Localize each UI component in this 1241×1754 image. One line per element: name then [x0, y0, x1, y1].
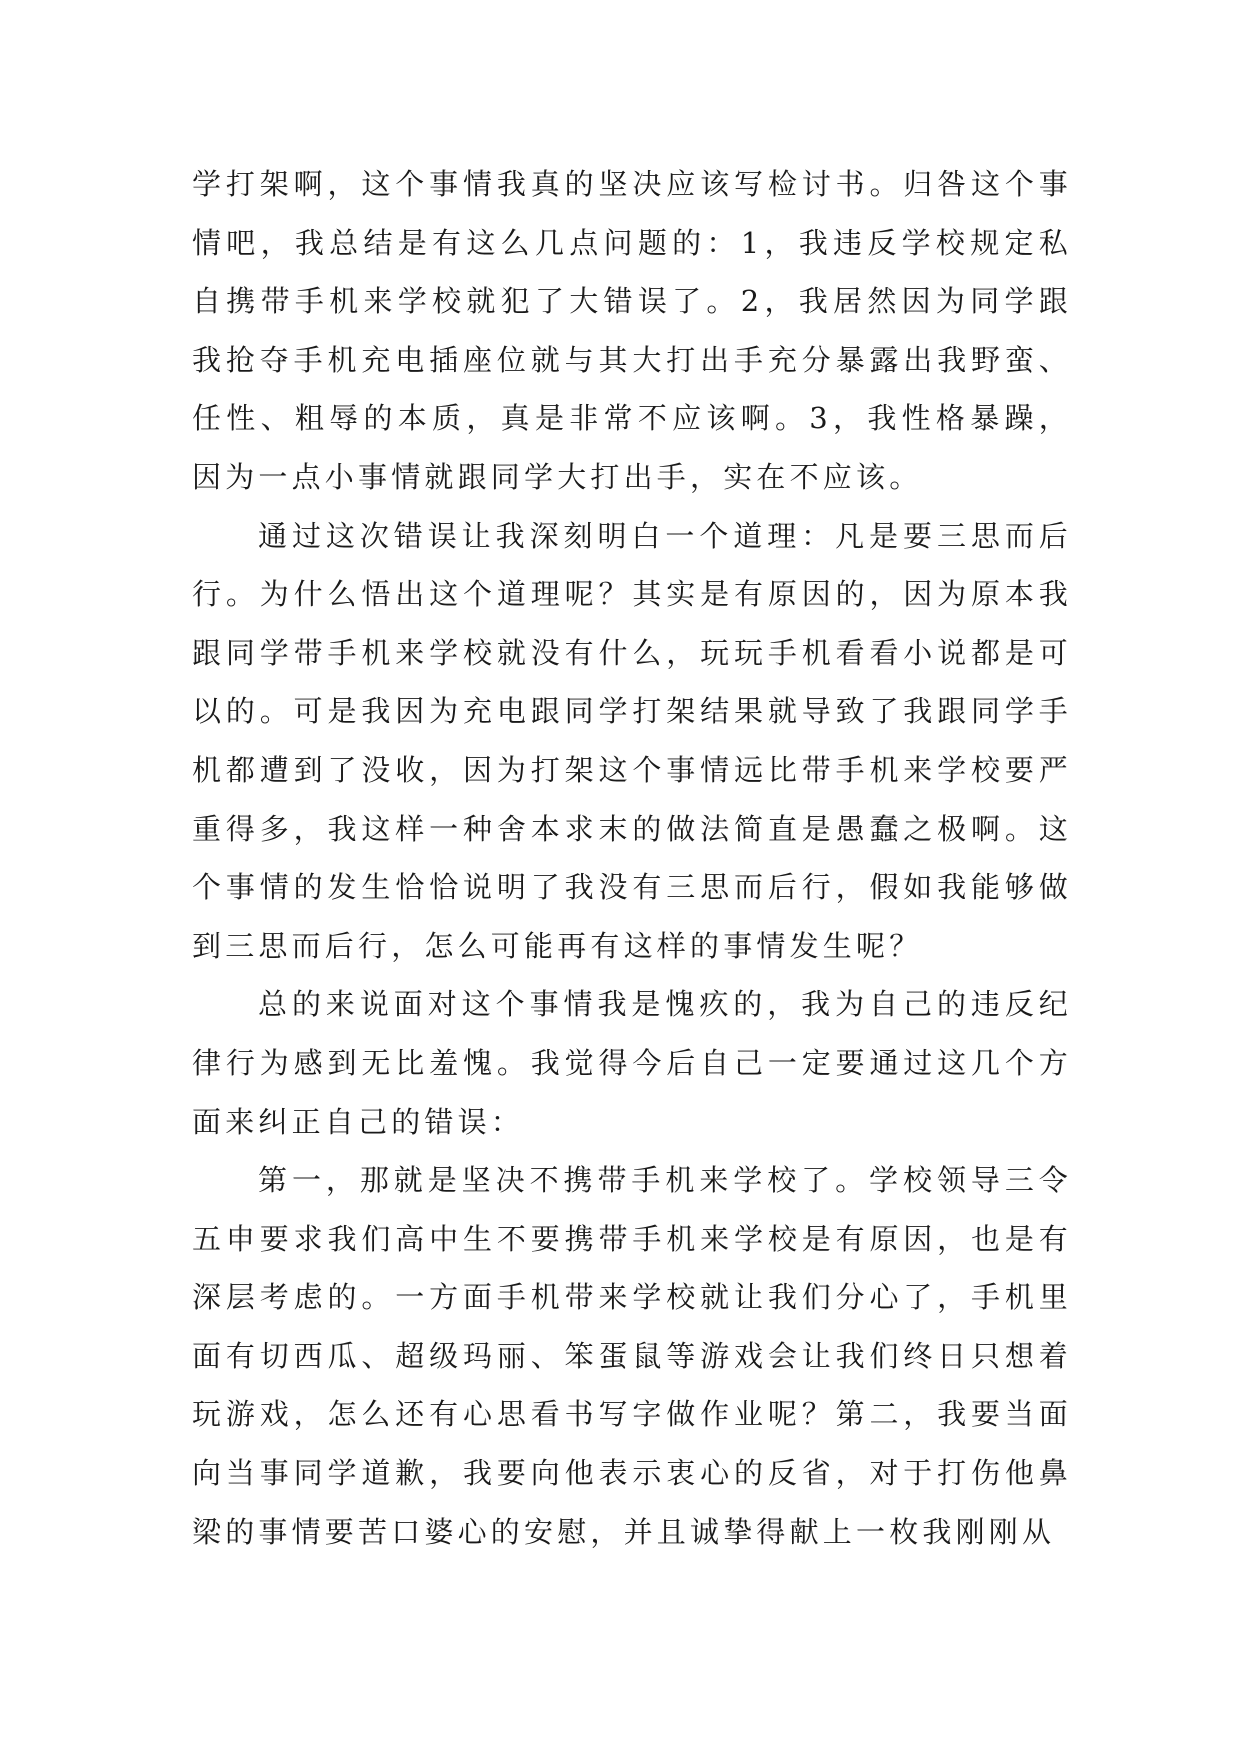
- paragraph: 第一，那就是坚决不携带手机来学校了。学校领导三令五申要求我们高中生不要携带手机来学校是有原因，也是有深层考虑的。一方面手机带来学校就让我们分心了，手机里面有切西瓜、超级玛丽、笨蛋鼠等游戏会让我们终日只想着玩游戏，怎么还有心思看书写字做作业呢？第二，我要当面向当事同学道歉，我要向他表示衷心的反省，对于打伤他鼻梁的事情要苦口婆心的安慰，并且诚挚得献上一枚我刚刚从: [192, 1163, 1072, 1549]
- paragraph: 总的来说面对这个事情我是愧疚的，我为自己的违反纪律行为感到无比羞愧。我觉得今后自己一定要通过这几个方面来纠正自己的错误：: [192, 987, 1072, 1139]
- document-body: [192, 155, 1072, 1561]
- paragraph: 通过这次错误让我深刻明白一个道理：凡是要三思而后行。为什么悟出这个道理呢？其实是有原因的，因为原本我跟同学带手机来学校就没有什么，玩玩手机看看小说都是可以的。可是我因为充电跟同学打架结果就导致了我跟同学手机都遭到了没收，因为打架这个事情远比带手机来学校要严重得多，我这样一种舍本求末的做法简直是愚蠢之极啊。这个事情的发生恰恰说明了我没有三思而后行，假如我能够做到三思而后行，怎么可能再有这样的事情发生呢？: [192, 518, 1072, 963]
- paragraph: 学打架啊，这个事情我真的坚决应该写检讨书。归咎这个事情吧，我总结是有这么几点问题的：1，我违反学校规定私自携带手机来学校就犯了大错误了。2，我居然因为同学跟我抢夺手机充电插座位就与其大打出手充分暴露出我野蛮、任性、粗辱的本质，真是非常不应该啊。3，我性格暴躁，因为一点小事情就跟同学大打出手，实在不应该。: [192, 167, 1072, 494]
